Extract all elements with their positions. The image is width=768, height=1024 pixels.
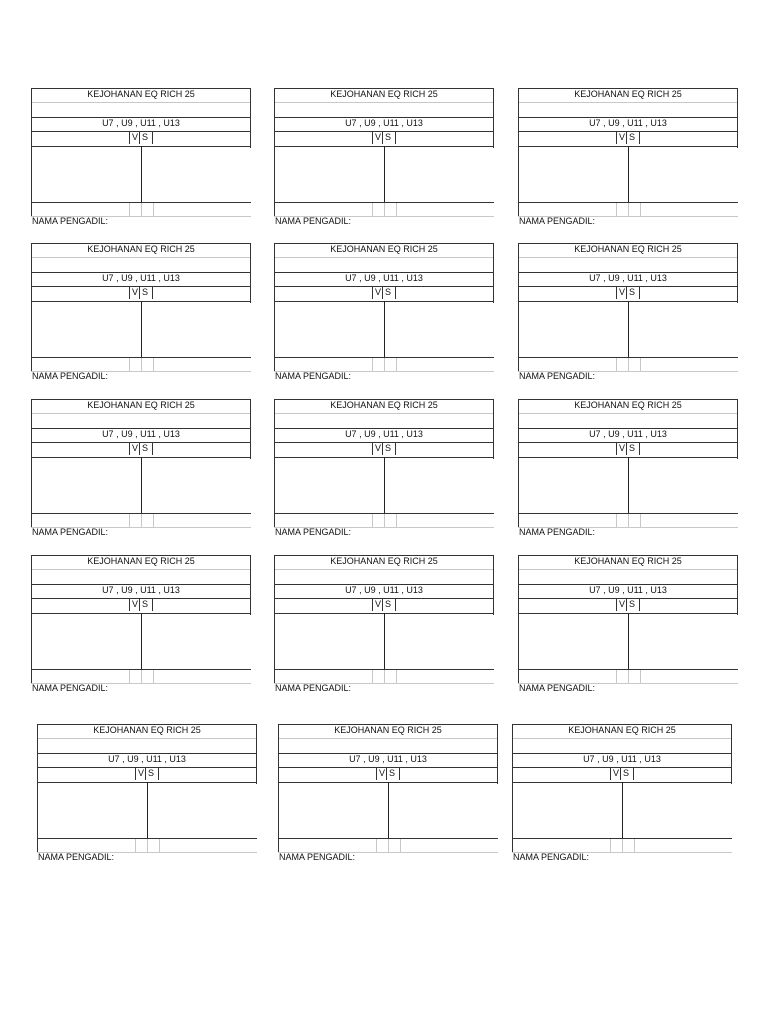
- team-divider: [141, 613, 142, 669]
- score-cell-line: [616, 358, 617, 371]
- card-blank-row-line: [31, 413, 251, 414]
- team-divider: [384, 301, 385, 357]
- versus-s: S: [142, 599, 149, 609]
- score-cell-line: [372, 514, 373, 527]
- team-divider: [141, 301, 142, 357]
- score-cell-line: [640, 670, 641, 683]
- score-cell-line: [147, 839, 148, 852]
- score-cell-line: [141, 358, 142, 371]
- age-categories: U7 , U9 , U11 , U13: [108, 754, 186, 764]
- score-cell-line: [141, 514, 142, 527]
- score-cell-line: [153, 514, 154, 527]
- age-categories: U7 , U9 , U11 , U13: [345, 273, 423, 283]
- referee-name-label: NAMA PENGADIL:: [519, 371, 596, 381]
- team-divider: [622, 782, 623, 838]
- versus-s: S: [629, 287, 636, 297]
- match-scorecard: [278, 724, 498, 864]
- score-cell-line: [153, 670, 154, 683]
- score-cell-line: [384, 670, 385, 683]
- card-blank-row-line: [274, 257, 494, 258]
- card-blank-row-line: [518, 413, 738, 414]
- referee-name-label: NAMA PENGADIL:: [519, 683, 596, 693]
- score-cell-line: [129, 670, 130, 683]
- card-blank-row-line: [518, 102, 738, 103]
- card-left-border: [512, 724, 513, 852]
- referee-name-label: NAMA PENGADIL:: [32, 371, 109, 381]
- match-scorecard: [518, 399, 738, 539]
- versus-v: V: [375, 287, 382, 297]
- match-scorecard: [274, 243, 494, 383]
- match-scorecard: [31, 399, 251, 539]
- card-blank-row-line: [274, 413, 494, 414]
- match-scorecard: [512, 724, 732, 864]
- versus-s: S: [148, 768, 155, 778]
- card-left-border: [518, 88, 519, 216]
- versus-divider: [620, 767, 621, 780]
- card-left-border: [31, 399, 32, 527]
- card-left-border: [274, 88, 275, 216]
- tournament-title: KEJOHANAN EQ RICH 25: [87, 244, 195, 254]
- tournament-title: KEJOHANAN EQ RICH 25: [574, 400, 682, 410]
- versus-divider: [139, 286, 140, 299]
- score-cell-line: [622, 839, 623, 852]
- referee-name-label: NAMA PENGADIL:: [32, 527, 109, 537]
- versus-box: [372, 286, 396, 299]
- versus-box: [372, 598, 396, 611]
- referee-name-label: NAMA PENGADIL:: [519, 527, 596, 537]
- versus-divider: [145, 767, 146, 780]
- card-blank-row-line: [31, 257, 251, 258]
- versus-box: [372, 442, 396, 455]
- versus-box: [610, 767, 634, 780]
- tournament-title: KEJOHANAN EQ RICH 25: [87, 89, 195, 99]
- versus-v: V: [619, 599, 626, 609]
- versus-v: V: [619, 132, 626, 142]
- versus-s: S: [629, 132, 636, 142]
- score-cell-line: [396, 358, 397, 371]
- card-blank-row-line: [518, 569, 738, 570]
- team-divider: [384, 457, 385, 513]
- age-categories: U7 , U9 , U11 , U13: [583, 754, 661, 764]
- versus-v: V: [619, 443, 626, 453]
- score-cell-line: [396, 514, 397, 527]
- age-categories: U7 , U9 , U11 , U13: [349, 754, 427, 764]
- score-cell-line: [129, 358, 130, 371]
- match-scorecard: [518, 88, 738, 228]
- versus-s: S: [142, 443, 149, 453]
- versus-box: [616, 286, 640, 299]
- tournament-title: KEJOHANAN EQ RICH 25: [574, 244, 682, 254]
- versus-box: [129, 131, 153, 144]
- team-divider: [388, 782, 389, 838]
- score-cell-line: [628, 358, 629, 371]
- card-left-border: [518, 243, 519, 371]
- versus-v: V: [132, 287, 139, 297]
- versus-v: V: [379, 768, 386, 778]
- card-left-border: [274, 243, 275, 371]
- age-categories: U7 , U9 , U11 , U13: [589, 273, 667, 283]
- versus-box: [616, 131, 640, 144]
- versus-divider: [382, 442, 383, 455]
- age-categories: U7 , U9 , U11 , U13: [345, 429, 423, 439]
- score-cell-line: [384, 203, 385, 216]
- score-cell-line: [610, 839, 611, 852]
- card-blank-row-line: [512, 738, 732, 739]
- versus-divider: [139, 442, 140, 455]
- score-cell-line: [634, 839, 635, 852]
- match-scorecard: [518, 555, 738, 695]
- age-categories: U7 , U9 , U11 , U13: [345, 585, 423, 595]
- card-left-border: [274, 399, 275, 527]
- versus-s: S: [385, 599, 392, 609]
- team-divider: [147, 782, 148, 838]
- card-blank-row-line: [274, 569, 494, 570]
- match-scorecard: [31, 88, 251, 228]
- score-cell-line: [616, 203, 617, 216]
- tournament-title: KEJOHANAN EQ RICH 25: [330, 89, 438, 99]
- score-cell-line: [135, 839, 136, 852]
- age-categories: U7 , U9 , U11 , U13: [589, 585, 667, 595]
- tournament-title: KEJOHANAN EQ RICH 25: [568, 725, 676, 735]
- referee-name-label: NAMA PENGADIL:: [275, 683, 352, 693]
- versus-v: V: [375, 443, 382, 453]
- score-cell-line: [153, 203, 154, 216]
- score-cell-line: [159, 839, 160, 852]
- age-categories: U7 , U9 , U11 , U13: [589, 118, 667, 128]
- score-cell-line: [396, 670, 397, 683]
- score-cell-line: [400, 839, 401, 852]
- tournament-title: KEJOHANAN EQ RICH 25: [330, 400, 438, 410]
- versus-v: V: [138, 768, 145, 778]
- card-blank-row-line: [31, 569, 251, 570]
- team-divider: [628, 301, 629, 357]
- versus-box: [129, 286, 153, 299]
- card-left-border: [31, 243, 32, 371]
- versus-s: S: [629, 443, 636, 453]
- referee-name-label: NAMA PENGADIL:: [275, 527, 352, 537]
- match-scorecard: [274, 88, 494, 228]
- versus-s: S: [385, 287, 392, 297]
- score-cell-line: [388, 839, 389, 852]
- score-cell-line: [141, 670, 142, 683]
- versus-box: [129, 598, 153, 611]
- card-blank-row-line: [518, 257, 738, 258]
- card-blank-row-line: [274, 102, 494, 103]
- score-cell-line: [372, 670, 373, 683]
- versus-box: [372, 131, 396, 144]
- tournament-title: KEJOHANAN EQ RICH 25: [330, 244, 438, 254]
- age-categories: U7 , U9 , U11 , U13: [102, 118, 180, 128]
- match-scorecard: [31, 243, 251, 383]
- score-cell-line: [153, 358, 154, 371]
- card-left-border: [278, 724, 279, 852]
- tournament-title: KEJOHANAN EQ RICH 25: [87, 400, 195, 410]
- versus-divider: [382, 286, 383, 299]
- versus-divider: [626, 286, 627, 299]
- card-left-border: [274, 555, 275, 683]
- versus-divider: [382, 598, 383, 611]
- age-categories: U7 , U9 , U11 , U13: [102, 273, 180, 283]
- versus-box: [616, 442, 640, 455]
- tournament-title: KEJOHANAN EQ RICH 25: [87, 556, 195, 566]
- referee-name-label: NAMA PENGADIL:: [519, 216, 596, 226]
- age-categories: U7 , U9 , U11 , U13: [345, 118, 423, 128]
- versus-s: S: [623, 768, 630, 778]
- match-scorecard: [518, 243, 738, 383]
- versus-v: V: [613, 768, 620, 778]
- match-scorecard: [37, 724, 257, 864]
- score-cell-line: [129, 203, 130, 216]
- versus-s: S: [389, 768, 396, 778]
- card-blank-row-line: [278, 738, 498, 739]
- referee-name-label: NAMA PENGADIL:: [279, 852, 356, 862]
- score-cell-line: [616, 514, 617, 527]
- referee-name-label: NAMA PENGADIL:: [275, 371, 352, 381]
- versus-box: [129, 442, 153, 455]
- score-cell-line: [141, 203, 142, 216]
- score-cell-line: [628, 514, 629, 527]
- score-cell-line: [396, 203, 397, 216]
- match-scorecard: [274, 399, 494, 539]
- versus-v: V: [132, 599, 139, 609]
- team-divider: [628, 457, 629, 513]
- tournament-title: KEJOHANAN EQ RICH 25: [574, 89, 682, 99]
- versus-box: [616, 598, 640, 611]
- versus-v: V: [132, 443, 139, 453]
- team-divider: [628, 146, 629, 202]
- card-left-border: [31, 555, 32, 683]
- score-cell-line: [628, 670, 629, 683]
- versus-divider: [626, 598, 627, 611]
- versus-divider: [626, 442, 627, 455]
- score-cell-line: [640, 358, 641, 371]
- match-scorecard: [31, 555, 251, 695]
- referee-name-label: NAMA PENGADIL:: [275, 216, 352, 226]
- score-cell-line: [616, 670, 617, 683]
- team-divider: [141, 146, 142, 202]
- versus-v: V: [375, 599, 382, 609]
- score-cell-line: [640, 203, 641, 216]
- tournament-title: KEJOHANAN EQ RICH 25: [330, 556, 438, 566]
- score-cell-line: [640, 514, 641, 527]
- card-left-border: [31, 88, 32, 216]
- score-cell-line: [376, 839, 377, 852]
- versus-s: S: [629, 599, 636, 609]
- versus-divider: [626, 131, 627, 144]
- team-divider: [628, 613, 629, 669]
- versus-box: [376, 767, 400, 780]
- score-cell-line: [628, 203, 629, 216]
- score-cell-line: [372, 203, 373, 216]
- team-divider: [384, 146, 385, 202]
- versus-v: V: [132, 132, 139, 142]
- team-divider: [141, 457, 142, 513]
- versus-s: S: [385, 132, 392, 142]
- card-left-border: [518, 555, 519, 683]
- score-cell-line: [384, 514, 385, 527]
- age-categories: U7 , U9 , U11 , U13: [589, 429, 667, 439]
- tournament-title: KEJOHANAN EQ RICH 25: [334, 725, 442, 735]
- referee-name-label: NAMA PENGADIL:: [38, 852, 115, 862]
- versus-box: [135, 767, 159, 780]
- age-categories: U7 , U9 , U11 , U13: [102, 429, 180, 439]
- tournament-title: KEJOHANAN EQ RICH 25: [574, 556, 682, 566]
- versus-s: S: [385, 443, 392, 453]
- card-left-border: [37, 724, 38, 852]
- versus-divider: [139, 598, 140, 611]
- versus-v: V: [619, 287, 626, 297]
- versus-v: V: [375, 132, 382, 142]
- referee-name-label: NAMA PENGADIL:: [32, 216, 109, 226]
- referee-name-label: NAMA PENGADIL:: [513, 852, 590, 862]
- versus-divider: [382, 131, 383, 144]
- tournament-title: KEJOHANAN EQ RICH 25: [93, 725, 201, 735]
- match-scorecard: [274, 555, 494, 695]
- referee-name-label: NAMA PENGADIL:: [32, 683, 109, 693]
- card-blank-row-line: [31, 102, 251, 103]
- team-divider: [384, 613, 385, 669]
- card-blank-row-line: [37, 738, 257, 739]
- score-cell-line: [372, 358, 373, 371]
- versus-s: S: [142, 287, 149, 297]
- versus-divider: [139, 131, 140, 144]
- score-cell-line: [129, 514, 130, 527]
- age-categories: U7 , U9 , U11 , U13: [102, 585, 180, 595]
- score-cell-line: [384, 358, 385, 371]
- versus-divider: [386, 767, 387, 780]
- card-left-border: [518, 399, 519, 527]
- versus-s: S: [142, 132, 149, 142]
